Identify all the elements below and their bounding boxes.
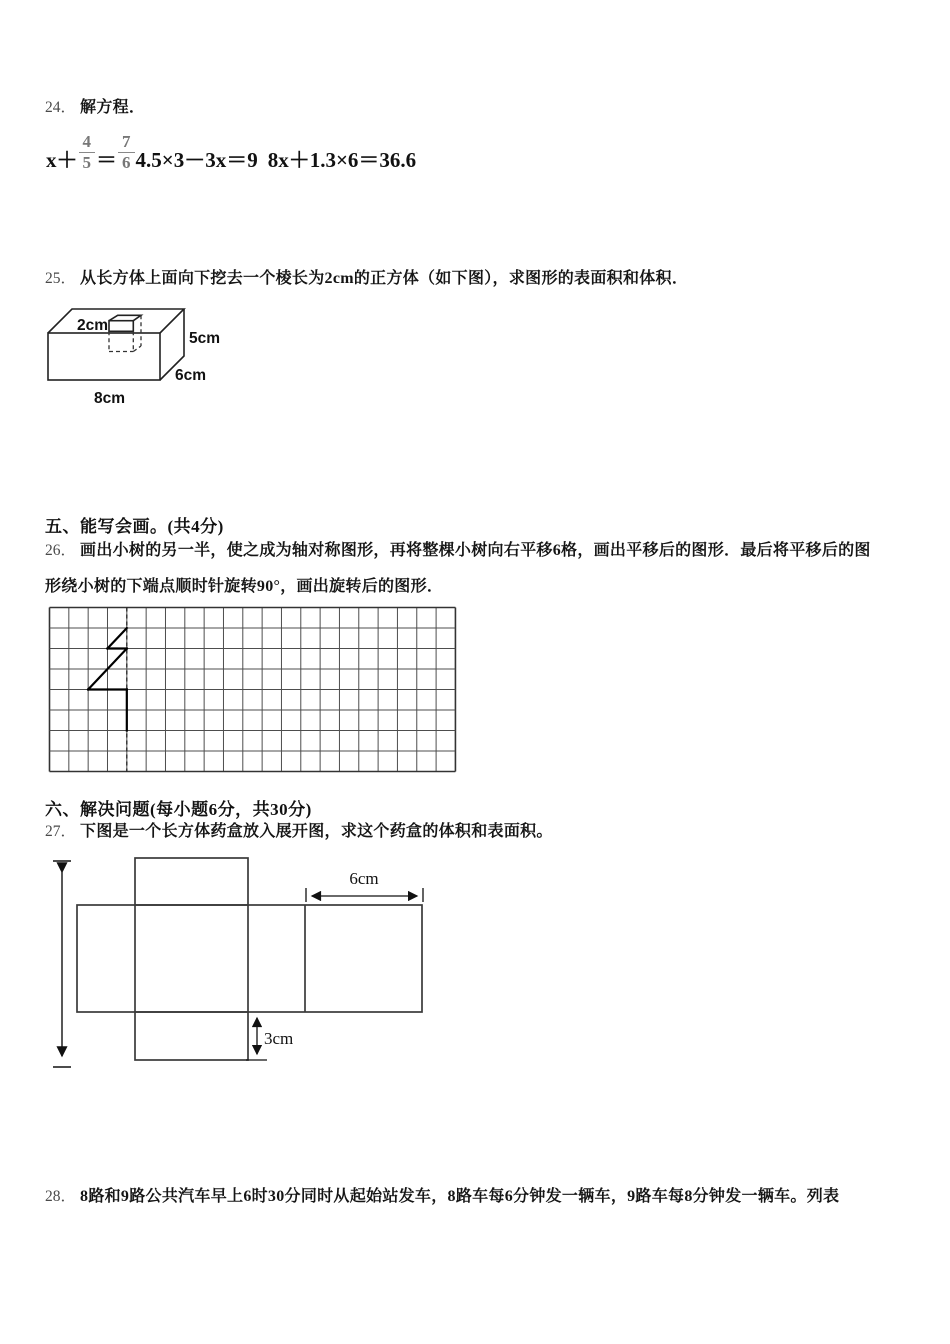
q26-grid-svg — [48, 606, 457, 773]
net-faces — [77, 858, 422, 1060]
fraction-4-5 — [79, 133, 96, 172]
fraction-numerator: 4 — [79, 133, 96, 153]
net-width-label: 6cm — [349, 869, 379, 888]
question-26-line1 — [45, 540, 910, 562]
width-dimension-arrow — [306, 888, 423, 902]
height-label: 5cm — [189, 330, 221, 347]
fraction-7-6 — [118, 133, 135, 172]
question-26-text-1: 画出小树的另一半，使之成为轴对称图形，再将整棵小树向右平移6格，画出平移后的图形．最后将平移后的图 — [80, 542, 871, 559]
question-24-number: 24． — [45, 99, 77, 116]
fraction-numerator: 7 — [118, 133, 135, 153]
box-net-figure — [40, 852, 480, 1077]
question-25 — [45, 268, 910, 290]
net-top-flap — [135, 858, 248, 905]
equation-part-1: x＋ — [46, 148, 78, 172]
question-27 — [45, 821, 910, 843]
cube-front-face — [109, 321, 133, 332]
question-27-text: 下图是一个长方体药盒放入展开图，求这个药盒的体积和表面积。 — [80, 823, 553, 840]
height-dimension-arrow — [53, 861, 71, 1067]
depth-label: 6cm — [175, 367, 207, 384]
question-26-text-2: 形绕小树的下端点顺时针旋转90°，画出旋转后的图形． — [45, 578, 444, 595]
fraction-denominator: 5 — [82, 152, 91, 172]
question-27-number: 27． — [45, 823, 77, 840]
net-bottom-flap — [135, 1012, 248, 1060]
question-25-text: 从长方体上面向下挖去一个棱长为2cm的正方体（如下图），求图形的表面积和体积． — [80, 270, 689, 287]
question-26-number: 26． — [45, 542, 77, 559]
question-24-title — [45, 97, 910, 119]
equation-line — [46, 130, 416, 188]
cube-edge-label: 2cm — [76, 317, 108, 334]
cube-top-face — [109, 315, 141, 320]
question-25-number: 25． — [45, 270, 77, 287]
equation-part-3: 8x＋1.3×6＝36.6 — [267, 148, 417, 172]
net-middle-strip — [77, 905, 422, 1012]
fraction-denominator: 6 — [122, 152, 131, 172]
section-6-heading: 六、解决问题(每小题6分，共30分) — [45, 800, 312, 819]
question-26-line2 — [45, 576, 910, 598]
cuboid-figure — [40, 300, 270, 412]
equation-part-2: 4.5×3－3x＝9 — [135, 148, 258, 172]
equation-equals: ＝ — [96, 148, 117, 172]
half-tree-segment — [107, 628, 126, 649]
net-flap-label: 3cm — [264, 1029, 294, 1048]
cuboid-front-face — [48, 333, 160, 380]
question-24-text: 解方程． — [80, 99, 146, 116]
width-label: 8cm — [94, 390, 126, 407]
question-28-number: 28． — [45, 1188, 77, 1205]
question-28-text: 8路和9路公共汽车早上6时30分同时从起始站发车，8路车每6分钟发一辆车，9路车每8分钟发一辆车。列表 — [80, 1188, 840, 1205]
section-5-heading: 五、能写会画。(共4分) — [45, 517, 224, 536]
question-28 — [45, 1186, 910, 1208]
